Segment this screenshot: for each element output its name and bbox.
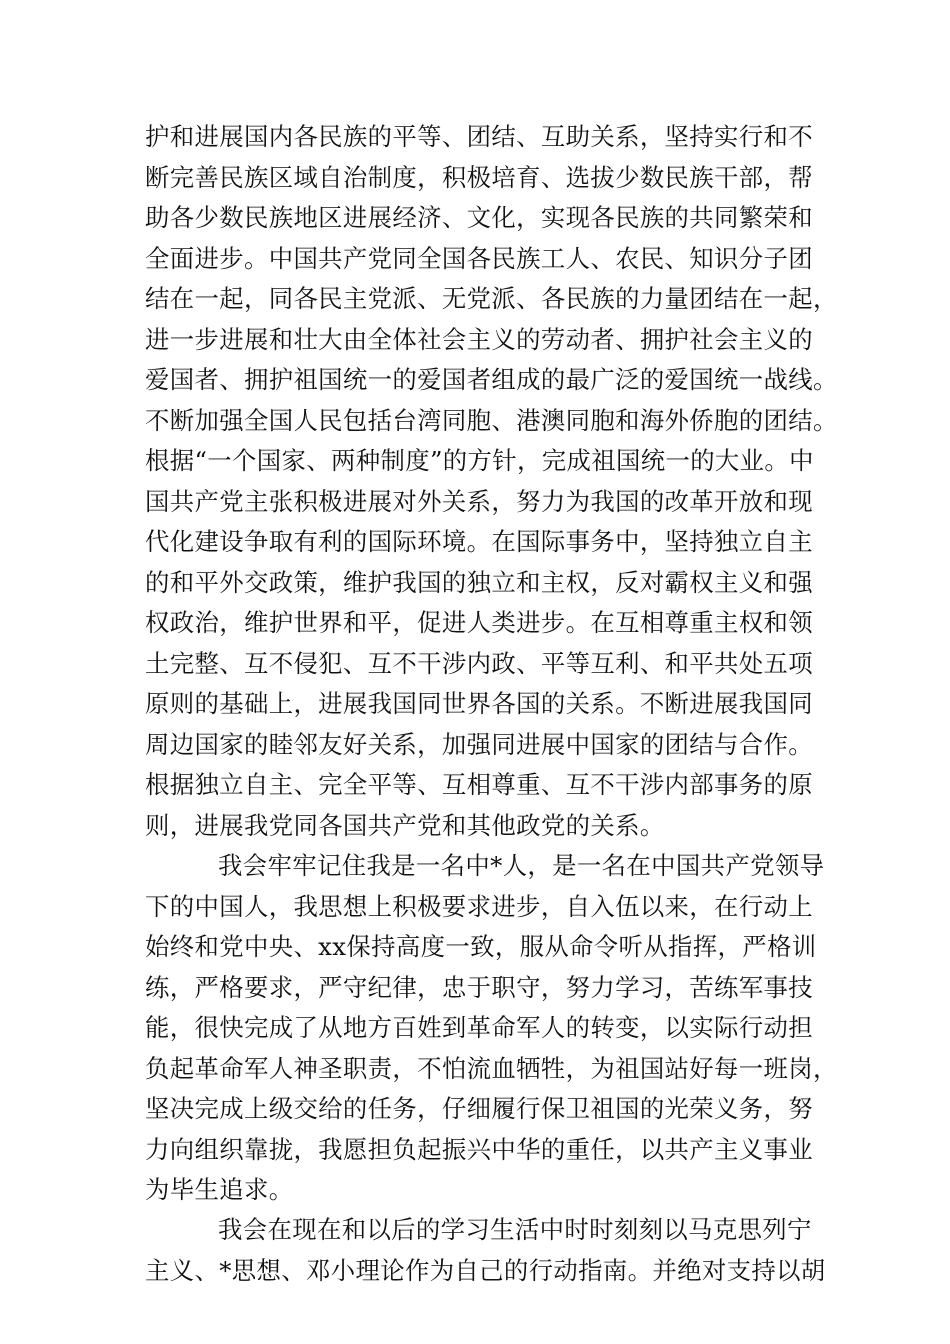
- text-line: 不断加强全国人民包括台湾同胞、港澳同胞和海外侨胞的团结。: [145, 405, 838, 435]
- text-line: 力向组织靠拢，我愿担负起振兴中华的重任，以共产主义事业: [145, 1134, 813, 1164]
- text-line: 我会牢牢记住我是一名中*人，是一名在中国共产党领导: [218, 851, 825, 880]
- text-line: 始终和党中央、xx保持高度一致，服从命令听从指挥，严格训: [145, 932, 817, 961]
- text-line: 则，进展我党同各国共产党和其他政党的关系。: [145, 810, 665, 840]
- text-line: 为毕生追求。: [145, 1175, 294, 1204]
- text-line: 坚决完成上级交给的任务，仔细履行保卫祖国的光荣义务，努: [145, 1094, 813, 1123]
- text-line: 负起革命军人神圣职责，不怕流血牺牲，为祖国站好每一班岗，: [145, 1053, 838, 1083]
- text-line: 结在一起，同各民主党派、无党派、各民族的力量团结在一起，: [145, 284, 838, 313]
- text-line: 爱国者、拥护祖国统一的爱国者组成的最广泛的爱国统一战线。: [145, 365, 838, 394]
- text-line: 全面进步。中国共产党同全国各民族工人、农民、知识分子团: [145, 243, 813, 273]
- text-line: 周边国家的睦邻友好关系，加强同进展中国家的团结与合作。: [145, 729, 813, 759]
- text-line: 土完整、互不侵犯、互不干涉内政、平等互利、和平共处五项: [145, 648, 813, 678]
- text-line: 的和平外交政策，维护我国的独立和主权，反对霸权主义和强: [145, 567, 813, 597]
- paragraph-guidance: [145, 1210, 826, 1291]
- text-line: 练，严格要求，严守纪律，忠于职守，努力学习，苦练军事技: [145, 972, 813, 1002]
- text-line: 下的中国人，我思想上积极要求进步，自入伍以来，在行动上: [145, 891, 813, 921]
- text-line: 我会在现在和以后的学习生活中时时刻刻以马克思列宁: [218, 1215, 812, 1244]
- text-line: 助各少数民族地区进展经济、文化，实现各民族的共同繁荣和: [145, 203, 813, 232]
- text-line: 主义、*思想、邓小理论作为自己的行动指南。并绝对支持以胡: [145, 1255, 826, 1285]
- text-line: 护和进展国内各民族的平等、团结、互助关系，坚持实行和不: [145, 122, 813, 151]
- text-line: 国共产党主张积极进展对外关系，努力为我国的改革开放和现: [145, 486, 813, 516]
- text-line: 权政治，维护世界和平，促进人类进步。在互相尊重主权和领: [145, 608, 813, 637]
- text-line: 能，很快完成了从地方百姓到革命军人的转变，以实际行动担: [145, 1013, 813, 1042]
- text-line: 原则的基础上，进展我国同世界各国的关系。不断进展我国同: [145, 689, 813, 718]
- text-line: 根据“一个国家、两种制度”的方针，完成祖国统一的大业。中: [145, 446, 814, 475]
- paragraph-commitment: [145, 846, 838, 1211]
- text-line: 断完善民族区域自治制度，积极培育、选拔少数民族干部，帮: [145, 162, 813, 192]
- text-line: 代化建设争取有利的国际环境。在国际事务中，坚持独立自主: [145, 527, 813, 556]
- text-line: 根据独立自主、完全平等、互相尊重、互不干涉内部事务的原: [145, 770, 813, 799]
- paragraph-foreign-relations: [145, 117, 838, 846]
- text-line: 进一步进展和壮大由全体社会主义的劳动者、拥护社会主义的: [145, 324, 813, 354]
